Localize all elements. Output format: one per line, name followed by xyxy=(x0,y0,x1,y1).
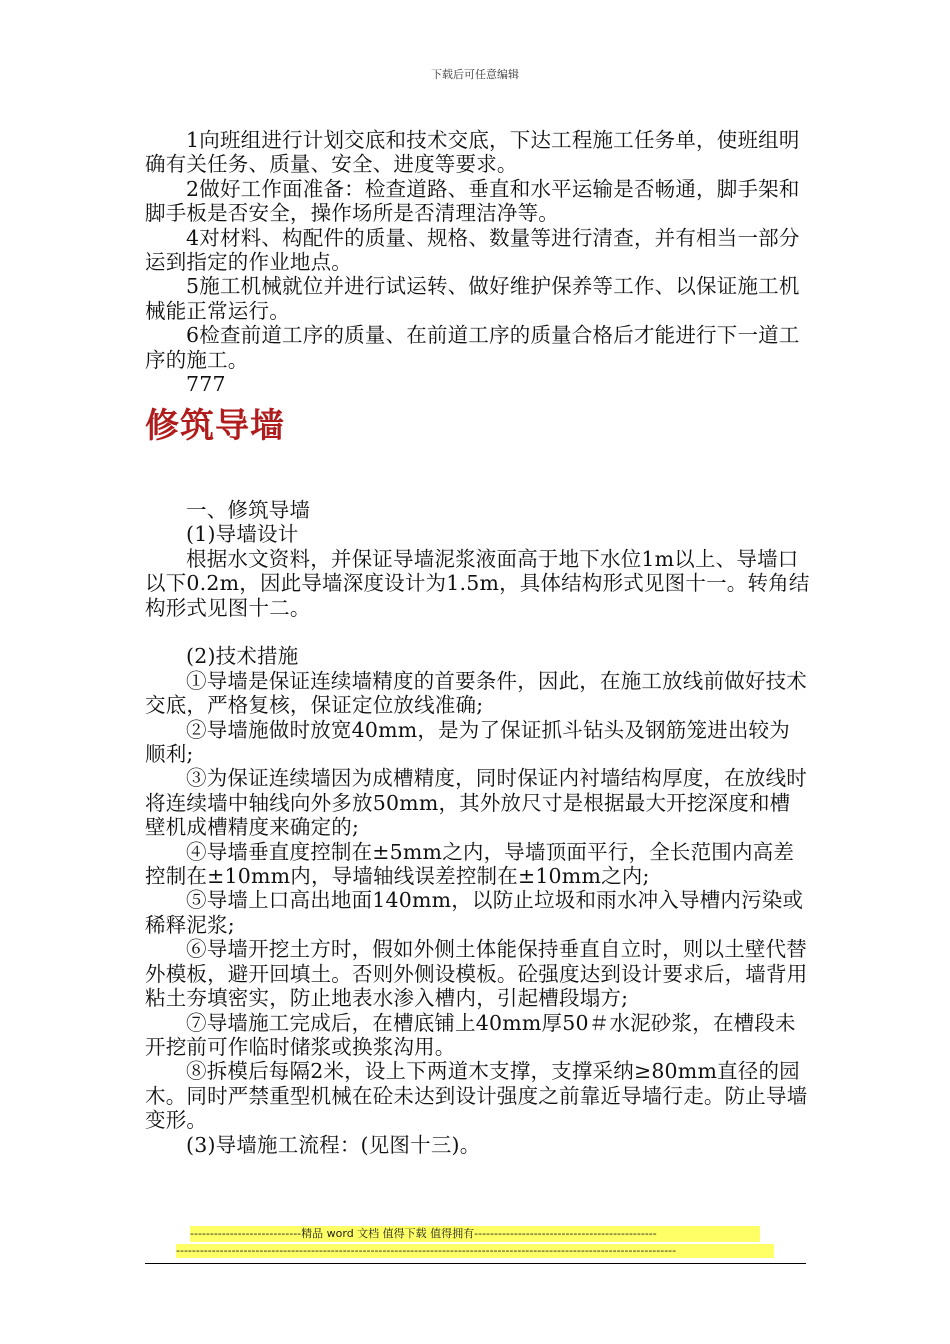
paragraph: ⑧拆模后每隔2米，设上下两道木支撑，支撑采纳≥80mm直径的园木。同时严禁重型机械在砼未达到设计强度之前靠近导墙行走。防止导墙变形。 xyxy=(145,1059,808,1133)
paragraph: ⑦导墙施工完成后，在槽底铺上40mm厚50＃水泥砂浆，在槽段未开挖前可作临时储浆或换浆沟用。 xyxy=(145,1010,796,1059)
section-subtitle: 一、修筑导墙 xyxy=(186,498,311,522)
paragraph: ⑤导墙上口高出地面140mm，以防止垃圾和雨水冲入导槽内污染或稀释泥浆; xyxy=(145,888,804,937)
footer-dash-line: ------------------------------------------------------------------------------------------------------------------------------ xyxy=(176,1244,774,1258)
paragraph: 2做好工作面准备：检查道路、垂直和水平运输是否畅通，脚手架和脚手板是否安全，操作场所是否清理洁净等。 xyxy=(145,176,800,226)
subsection-title: (2)技术措施 xyxy=(186,644,299,669)
paragraph: 根据水文资料，并保证导墙泥浆液面高于地下水位1m以上、导墙口以下0.2m，因此导墙深度设计为1.5m，具体结构形式见图十一。转角结构形式见图十二。 xyxy=(145,546,810,620)
paragraph: ②导墙施做时放宽40mm，是为了保证抓斗钻头及钢筋笼进出较为顺利; xyxy=(145,717,790,767)
subsection-title: (3)导墙施工流程：(见图十三)。 xyxy=(186,1132,481,1157)
preparation-list xyxy=(145,128,810,396)
page-header: 下载后可任意编辑 xyxy=(431,68,519,81)
paragraph: 4对材料、构配件的质量、规格、数量等进行清查，并有相当一部分运到指定的作业地点。 xyxy=(145,225,800,275)
guide-wall-section xyxy=(145,498,810,1157)
paragraph: 1向班组进行计划交底和技术交底，下达工程施工任务单，使班组明确有关任务、质量、安全、进度等要求。 xyxy=(145,128,800,177)
section-heading: 修筑导墙 xyxy=(145,406,285,446)
paragraph: 5施工机械就位并进行试运转、做好维护保养等工作、以保证施工机械能正常运行。 xyxy=(145,274,800,323)
paragraph: ①导墙是保证连续墙精度的首要条件，因此，在施工放线前做好技术交底，严格复核，保证定位放线准确; xyxy=(145,668,807,718)
paragraph: 777 xyxy=(186,372,226,397)
paragraph: ④导墙垂直度控制在±5mm之内，导墙顶面平行，全长范围内高差控制在±10mm内，导墙轴线误差控制在±10mm之内; xyxy=(145,839,795,889)
paragraph: ⑥导墙开挖土方时，假如外侧土体能保持垂直自立时，则以土壁代替外模板，避开回填土。否则外侧设模板。砼强度达到设计要求后，墙背用粘土夯填密实，防止地表水渗入槽内，引起槽段塌方; xyxy=(145,937,808,1011)
blank-line xyxy=(145,620,810,644)
footer-banner: ----------------------------精品 word 文档 值得下载 值得拥有---------------------------------------------- xyxy=(190,1226,760,1242)
paragraph: 6检查前道工序的质量、在前道工序的质量合格后才能进行下一道工序的施工。 xyxy=(145,323,800,372)
paragraph: ③为保证连续墙因为成槽精度，同时保证内衬墙结构厚度，在放线时将连续墙中轴线向外多放50mm，其外放尺寸是根据最大开挖深度和槽壁机成槽精度来确定的; xyxy=(145,766,807,840)
subsection-title: (1)导墙设计 xyxy=(186,522,299,547)
footer-rule xyxy=(145,1263,806,1264)
